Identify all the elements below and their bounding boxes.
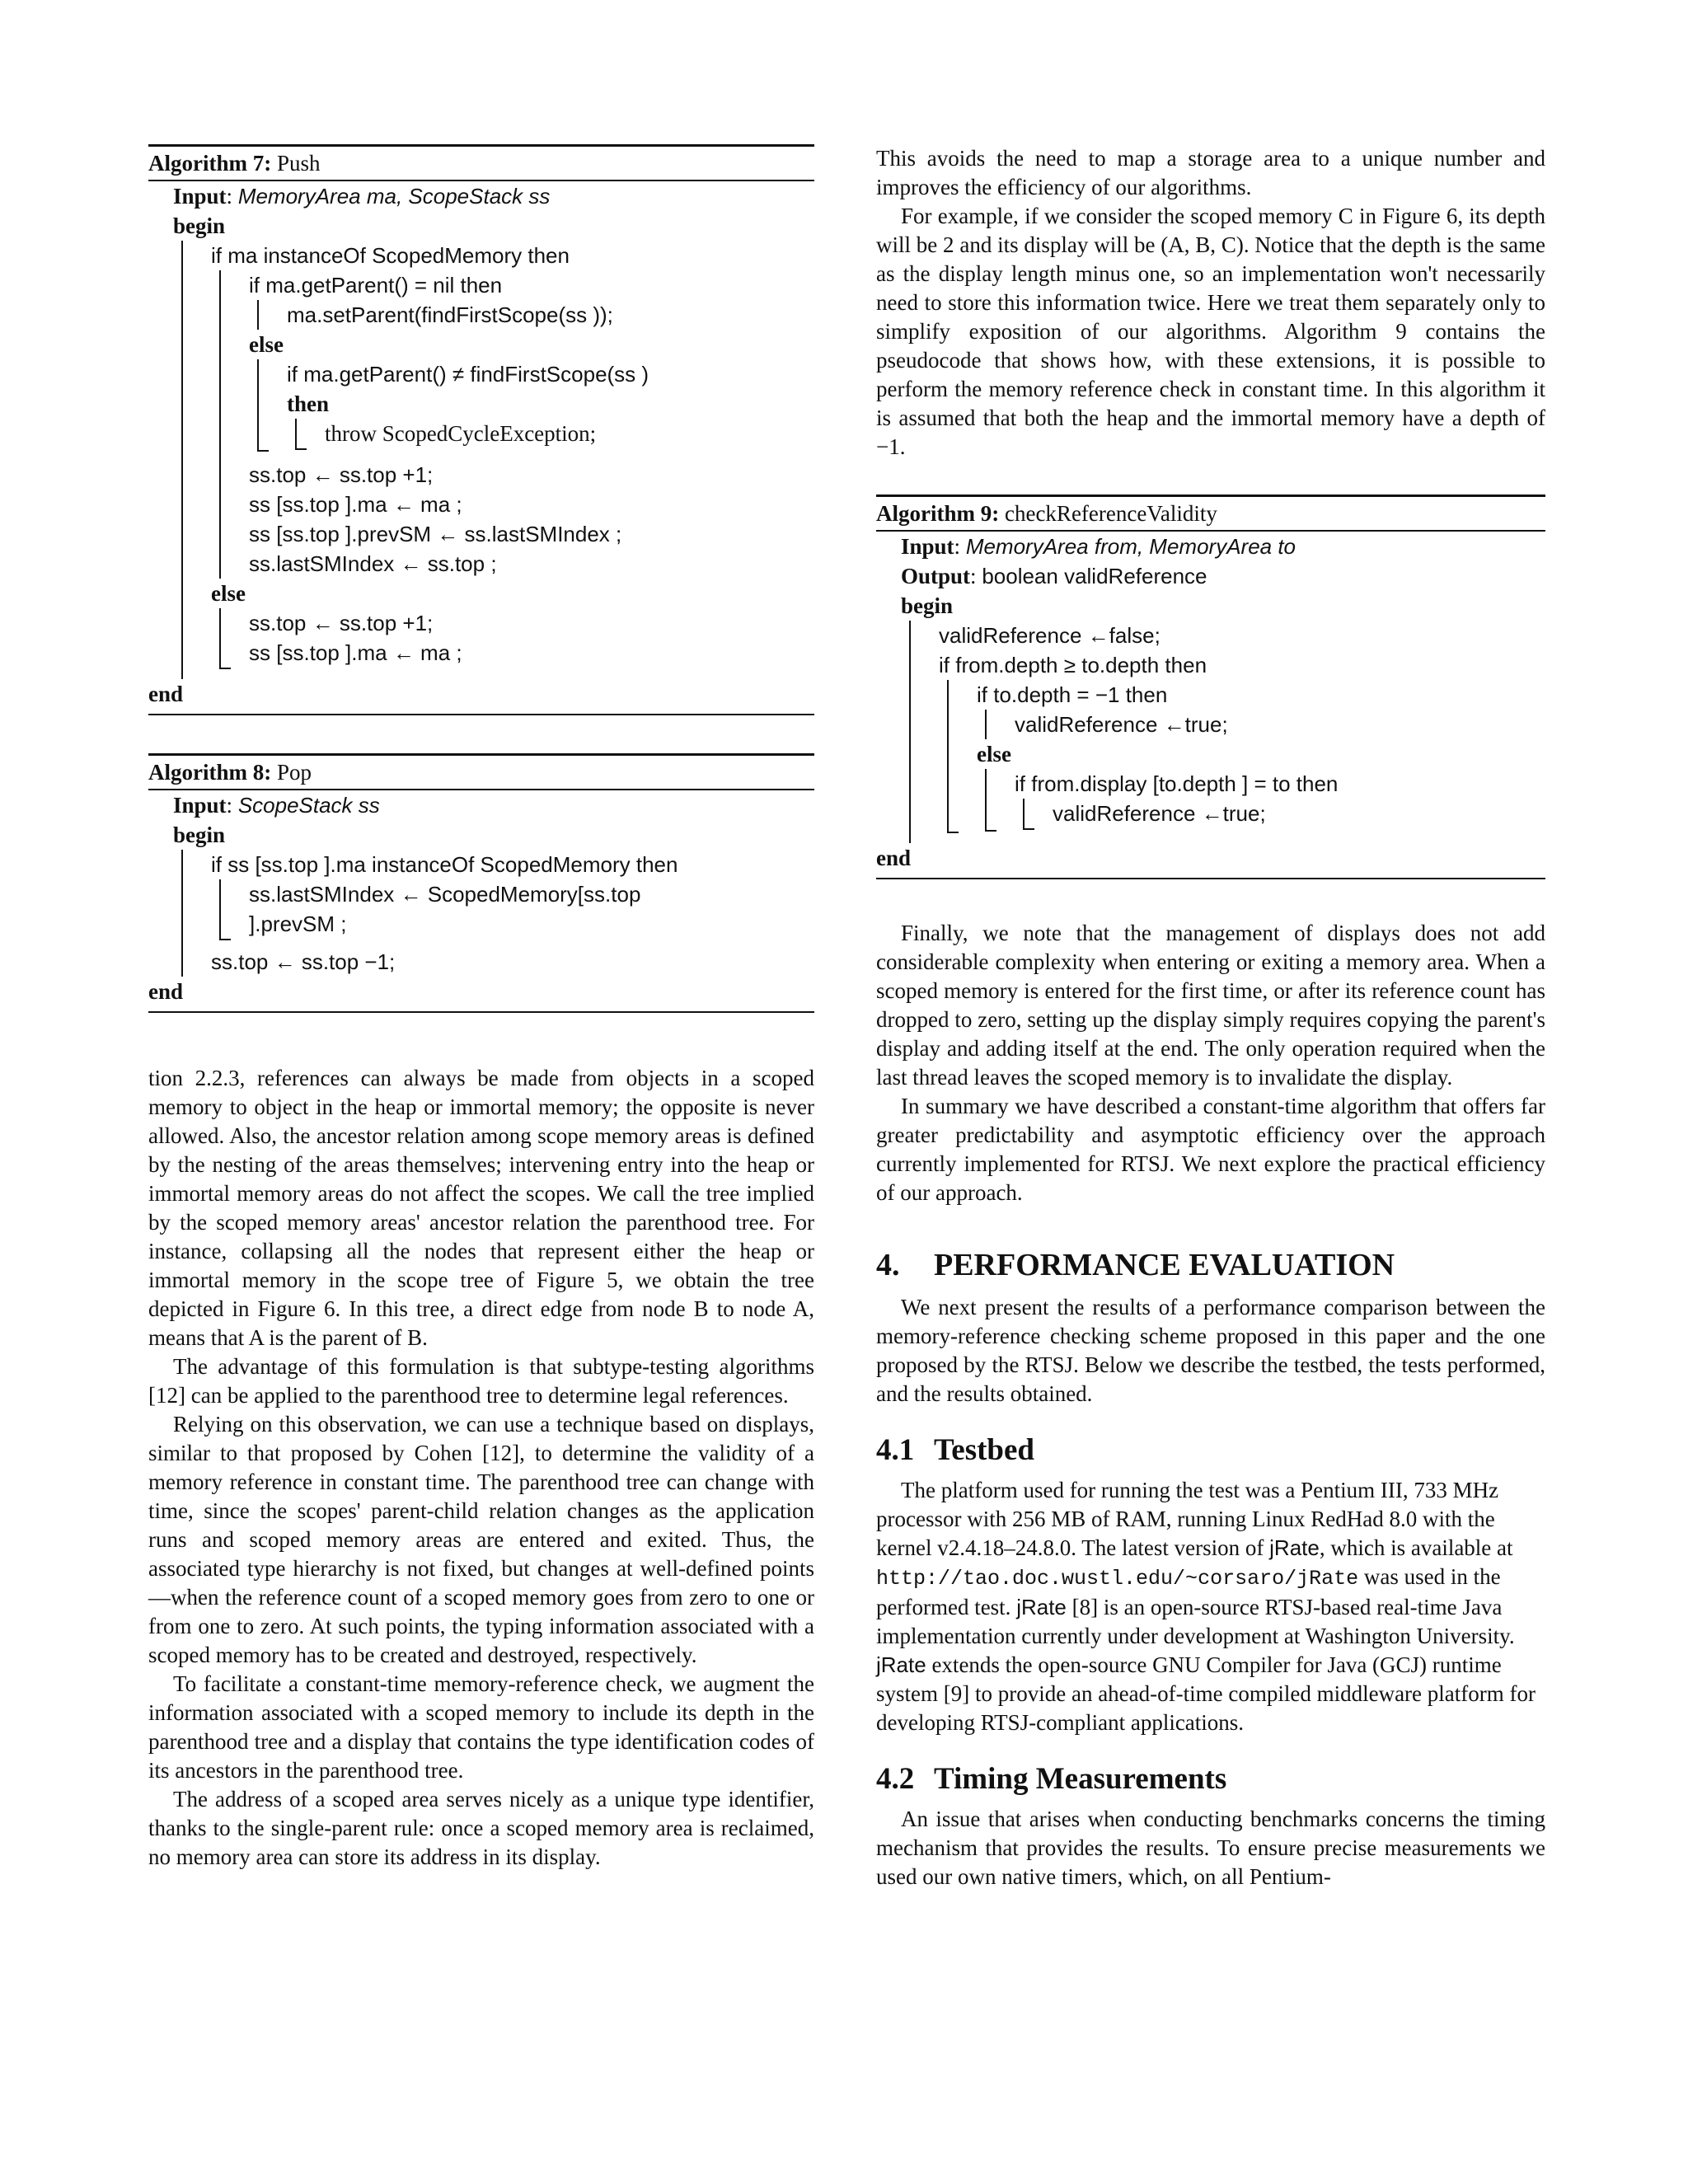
- jrate-name: jRate: [1016, 1595, 1067, 1619]
- algorithm-9: Algorithm 9: checkReferenceValidity Input: MemoryArea from, MemoryArea to Output: boolean validReference begin validReference ←false; if from.depth ≥ to.depth then if to.depth = −1 then validReference ←true; else if from.display [to.depth ] = to then validReference ←true; end: [876, 494, 1545, 879]
- body-paragraph: Relying on this observation, we can use a technique based on displays, similar to that proposed by Cohen [12], to determine the validity of a memory reference in constant time. The parenthood tree can change with time, since the scopes' parent-child relation changes as the application runs and scoped memory areas are entered and exited. Thus, the associated type hierarchy is not fixed, but changes at well-defined points—when the reference count of a scoped memory goes from zero to one or from one to zero. At such points, the typing information associated with a scoped memory has to be created and destroyed, respectively.: [148, 1412, 814, 1667]
- output-keyword: Output: [901, 564, 971, 588]
- section-number: 4.: [876, 1248, 900, 1282]
- text-run: extends the open-source GNU Compiler for Java (GCJ) runtime system [9] to provide an ahead-of-time compiled middleware platform for developing RTSJ-compliant applications.: [876, 1652, 1536, 1735]
- end-keyword: end: [148, 682, 184, 706]
- then-keyword: then: [287, 391, 330, 416]
- body-paragraph: We next present the results of a performance comparison between the memory-reference checking scheme proposed in this paper and the one proposed by the RTSJ. Below we describe the testbed, the tests performed, and the results obtained.: [876, 1295, 1545, 1406]
- text-run: was used in the performed test.: [876, 1564, 1501, 1619]
- body-paragraph: For example, if we consider the scoped memory C in Figure 6, its depth will be 2 and its display will be (A, B, C). Notice that the depth is the same as the display length minus one, so an implementation won't necessarily need to store this information twice. Here we treat them separately only to simplify exposition of our algorithms. Algorithm 9 contains the pseudocode that shows how, with these extensions, it is possible to perform the memory reference check in constant time. In this algorithm it is assumed that both the heap and the immortal memory have a depth of −1.: [876, 204, 1545, 459]
- algorithm-7-title: [148, 147, 814, 181]
- subsection-heading: [876, 1762, 1545, 1797]
- subsection-title: Timing Measurements: [934, 1762, 1227, 1796]
- end-keyword: end: [876, 846, 912, 870]
- algorithm-8: Algorithm 8: Pop Input: ScopeStack ss begin if ss [ss.top ].ma instanceOf ScopedMemory then ss.lastSMIndex ← ScopedMemory[ss.top ].prevSM ; ss.top ← ss.top −1; end: [148, 753, 814, 1013]
- else-keyword: else: [211, 581, 246, 606]
- body-paragraph: [876, 1476, 1545, 1737]
- algorithm-label: Algorithm 8:: [148, 760, 272, 785]
- else-keyword: else: [249, 332, 284, 357]
- text-run: , which is available at: [1319, 1535, 1513, 1560]
- end-keyword: end: [148, 979, 184, 1004]
- algorithm-name: Push: [276, 151, 321, 176]
- subsection-number: 4.2: [876, 1762, 915, 1796]
- algorithm-input: MemoryArea ma, ScopeStack ss: [237, 184, 551, 209]
- input-keyword: Input: [173, 184, 227, 209]
- algo-line: ss.top ← ss.top −1;: [211, 949, 396, 974]
- subsection-heading: [876, 1433, 1545, 1468]
- text-run: [8] is an open-source RTSJ-based real-time Java implementation currently under development at Washington University.: [876, 1595, 1515, 1648]
- body-paragraph: An issue that arises when conducting benchmarks concerns the timing mechanism that provides the results. To ensure precise measurements we used our own native timers, which, on all Pentium-: [876, 1807, 1545, 1889]
- algo-line: validReference ←true;: [1015, 712, 1228, 737]
- else-keyword: else: [977, 742, 1011, 766]
- jrate-name: jRate: [876, 1652, 926, 1677]
- body-paragraph: Finally, we note that the management of displays does not add considerable complexity when entering or exiting a memory area. When a scoped memory is entered for the first time, or after its reference count has dropped to zero, setting up the display simply requires copying the parent's display and adding itself at the end. The only operation required when the last thread leaves the scoped memory is to invalidate the display.: [876, 921, 1545, 1090]
- algorithm-output: boolean validReference: [982, 564, 1207, 588]
- algo-line: validReference ←false;: [939, 623, 1160, 648]
- subsection-number: 4.1: [876, 1433, 915, 1467]
- text-run: The platform used for running the test was a Pentium III, 733 MHz processor with 256 MB of RAM, running Linux RedHad 8.0 with the kernel v2.4.18–24.8.0. The latest version of: [876, 1478, 1499, 1560]
- input-keyword: Input: [173, 793, 227, 818]
- body-paragraph: The address of a scoped area serves nicely as a unique type identifier, thanks to the single-parent rule: once a scoped memory area is reclaimed, no memory area can store its address in its display.: [148, 1787, 814, 1869]
- subsection-title: Testbed: [934, 1433, 1035, 1467]
- algo-line: if to.depth = −1 then: [977, 682, 1168, 707]
- algo-line: if from.depth ≥ to.depth then: [939, 653, 1207, 677]
- algorithm-name: Pop: [276, 760, 312, 785]
- input-keyword: Input: [901, 534, 954, 559]
- body-paragraph: The advantage of this formulation is that subtype-testing algorithms [12] can be applied to the parenthood tree to determine legal references.: [148, 1354, 814, 1408]
- algo-line: validReference ←true;: [1053, 801, 1266, 826]
- algorithm-input: ScopeStack ss: [237, 793, 380, 818]
- algo-line: if ma instanceOf ScopedMemory then: [211, 243, 570, 268]
- algo-line: ss [ss.top ].ma ← ma ;: [249, 492, 462, 517]
- algo-line: ss [ss.top ].prevSM ← ss.lastSMIndex ;: [249, 522, 622, 546]
- algorithm-input: MemoryArea from, MemoryArea to: [965, 534, 1296, 559]
- left-column: [148, 144, 814, 1872]
- algo-line: ss.top ← ss.top +1;: [249, 462, 434, 487]
- body-paragraph: In summary we have described a constant-time algorithm that offers far greater predictability and asymptotic efficiency over the approach currently implemented for RTSJ. We next explore the practical efficiency of our approach.: [876, 1094, 1545, 1205]
- jrate-name: jRate: [1269, 1535, 1320, 1560]
- algo-line: ss.lastSMIndex ← ScopedMemory[ss.top: [249, 882, 641, 907]
- jrate-url-link[interactable]: http://tao.doc.wustl.edu/~corsaro/jRate: [876, 1567, 1359, 1591]
- body-paragraph: tion 2.2.3, references can always be made from objects in a scoped memory to object in the heap or immortal memory; the opposite is never allowed. Also, the ancestor relation among scope memory areas is defined by the nesting of the areas themselves; intervening entry into the heap or immortal memory areas do not affect the scopes. We call the tree implied by the scoped memory areas' ancestor relation the parenthood tree. For instance, collapsing all the nodes that represent either the heap or immortal memory in the scope tree of Figure 5, we obtain the tree depicted in Figure 6. In this tree, a direct edge from node B to node A, means that A is the parent of B.: [148, 1066, 814, 1350]
- algorithm-9-title: [876, 497, 1545, 532]
- algo-line: ss [ss.top ].ma ← ma ;: [249, 640, 462, 665]
- algorithm-7: Algorithm 7: Push Input: MemoryArea ma, ScopeStack ss begin if ma instanceOf ScopedMemory then if ma.getParent() = nil then ma.setParent(findFirstScope(ss )); else if ma.getParent() ≠ findFirstScope(ss ) then throw ScopedCycleException; ss.top ← ss.top +1; ss [ss.top ].ma ← ma ; ss [ss.top ].prevSM ← ss.lastSMIndex ; ss.lastSMIndex ← ss.top ; else ss.top ← ss.top +1; ss [ss.top ].ma ← ma ; end: [148, 144, 814, 715]
- algo-line: if ma.getParent() = nil then: [249, 273, 503, 298]
- algo-line: if from.display [to.depth ] = to then: [1015, 771, 1339, 796]
- algo-line: if ss [ss.top ].ma instanceOf ScopedMemory then: [211, 852, 678, 877]
- algo-line: if ma.getParent() ≠ findFirstScope(ss ): [287, 362, 649, 387]
- section-heading: [876, 1247, 1545, 1283]
- algorithm-label: Algorithm 7:: [148, 151, 272, 176]
- begin-keyword: begin: [173, 823, 226, 847]
- algorithm-label: Algorithm 9:: [876, 501, 1000, 526]
- algo-line: ].prevSM ;: [249, 912, 347, 936]
- algo-line: ma.setParent(findFirstScope(ss ));: [287, 302, 613, 327]
- body-paragraph: To facilitate a constant-time memory-reference check, we augment the information associated with a scoped memory to include its depth in the parenthood tree and a display that contains the type identification codes of its ancestors in the parenthood tree.: [148, 1671, 814, 1783]
- algorithm-name: checkReferenceValidity: [1004, 501, 1217, 526]
- body-paragraph: This avoids the need to map a storage area to a unique number and improves the efficiency of our algorithms.: [876, 146, 1545, 199]
- algorithm-8-title: [148, 756, 814, 790]
- section-title: PERFORMANCE EVALUATION: [934, 1248, 1395, 1282]
- algo-line: throw ScopedCycleException;: [325, 421, 597, 446]
- algo-line: ss.top ← ss.top +1;: [249, 611, 434, 635]
- algo-line: ss.lastSMIndex ← ss.top ;: [249, 551, 497, 576]
- right-column: [876, 144, 1545, 1891]
- begin-keyword: begin: [901, 593, 954, 618]
- begin-keyword: begin: [173, 213, 226, 238]
